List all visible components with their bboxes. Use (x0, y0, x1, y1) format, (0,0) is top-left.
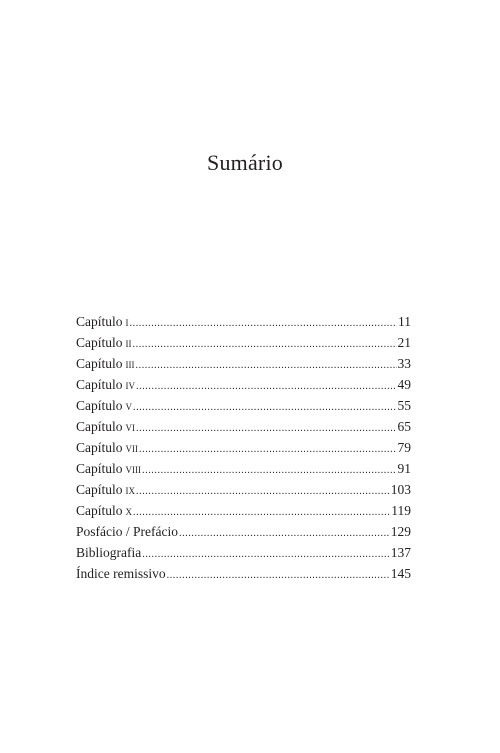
entry-page-number: 33 (397, 356, 411, 371)
entry-page-number: 119 (391, 503, 411, 518)
entry-numeral: viii (125, 461, 141, 476)
entry-numeral: iii (125, 356, 135, 371)
dot-leader (133, 397, 397, 418)
toc-entry-indice[interactable] (76, 563, 411, 584)
toc-entry-bibliografia[interactable] (76, 542, 411, 563)
dot-leader (136, 376, 397, 397)
toc-entry-chapter-1[interactable] (76, 311, 411, 332)
entry-numeral: vii (125, 440, 138, 455)
dot-leader (130, 313, 398, 334)
entry-label: Capítulo vi (76, 419, 135, 434)
toc-entry-chapter-6[interactable] (76, 416, 411, 437)
entry-label: Capítulo ii (76, 335, 132, 350)
dot-leader (142, 460, 397, 481)
entry-page-number: 129 (390, 524, 411, 539)
entry-label: Capítulo ix (76, 482, 135, 497)
toc-entry-chapter-7[interactable] (76, 437, 411, 458)
toc-entry-chapter-9[interactable] (76, 479, 411, 500)
entry-page-number: 11 (398, 314, 411, 329)
entry-label: Capítulo vii (76, 440, 138, 455)
dot-leader (136, 355, 397, 376)
toc-entry-chapter-3[interactable] (76, 353, 411, 374)
entry-page-number: 145 (390, 566, 411, 581)
entry-numeral: v (125, 398, 132, 413)
entry-label: Capítulo iii (76, 356, 135, 371)
toc-entry-chapter-2[interactable] (76, 332, 411, 353)
entry-page-number: 137 (390, 545, 411, 560)
toc-entry-posfacio[interactable] (76, 521, 411, 542)
dot-leader (167, 565, 390, 586)
entry-page-number: 91 (397, 461, 411, 476)
entry-page-number: 79 (397, 440, 411, 455)
entry-label: Posfácio / Prefácio (76, 524, 178, 539)
entry-numeral: i (125, 314, 129, 329)
entry-label: Bibliografia (76, 545, 142, 560)
entry-page-number: 65 (397, 419, 411, 434)
toc-entry-chapter-10[interactable] (76, 500, 411, 521)
entry-page-number: 103 (390, 482, 411, 497)
entry-numeral: x (125, 503, 132, 518)
toc-entry-chapter-5[interactable] (76, 395, 411, 416)
entry-page-number: 55 (397, 398, 411, 413)
entry-label: Capítulo iv (76, 377, 135, 392)
entry-numeral: iv (125, 377, 135, 392)
dot-leader (133, 334, 397, 355)
entry-numeral: ii (125, 335, 132, 350)
entry-page-number: 21 (397, 335, 411, 350)
dot-leader (142, 544, 390, 565)
entry-numeral: ix (125, 482, 135, 497)
entry-label: Capítulo viii (76, 461, 141, 476)
toc-entry-chapter-8[interactable] (76, 458, 411, 479)
dot-leader (179, 523, 390, 544)
dot-leader (139, 439, 397, 460)
entry-numeral: vi (125, 419, 135, 434)
table-of-contents (76, 311, 411, 584)
dot-leader (133, 502, 390, 523)
entry-page-number: 49 (397, 377, 411, 392)
entry-label: Capítulo x (76, 503, 132, 518)
dot-leader (136, 481, 390, 502)
entry-label: Capítulo i (76, 314, 129, 329)
toc-entry-chapter-4[interactable] (76, 374, 411, 395)
entry-label: Capítulo v (76, 398, 132, 413)
entry-label: Índice remissivo (76, 566, 166, 581)
page-title: Sumário (207, 150, 283, 175)
dot-leader (136, 418, 397, 439)
